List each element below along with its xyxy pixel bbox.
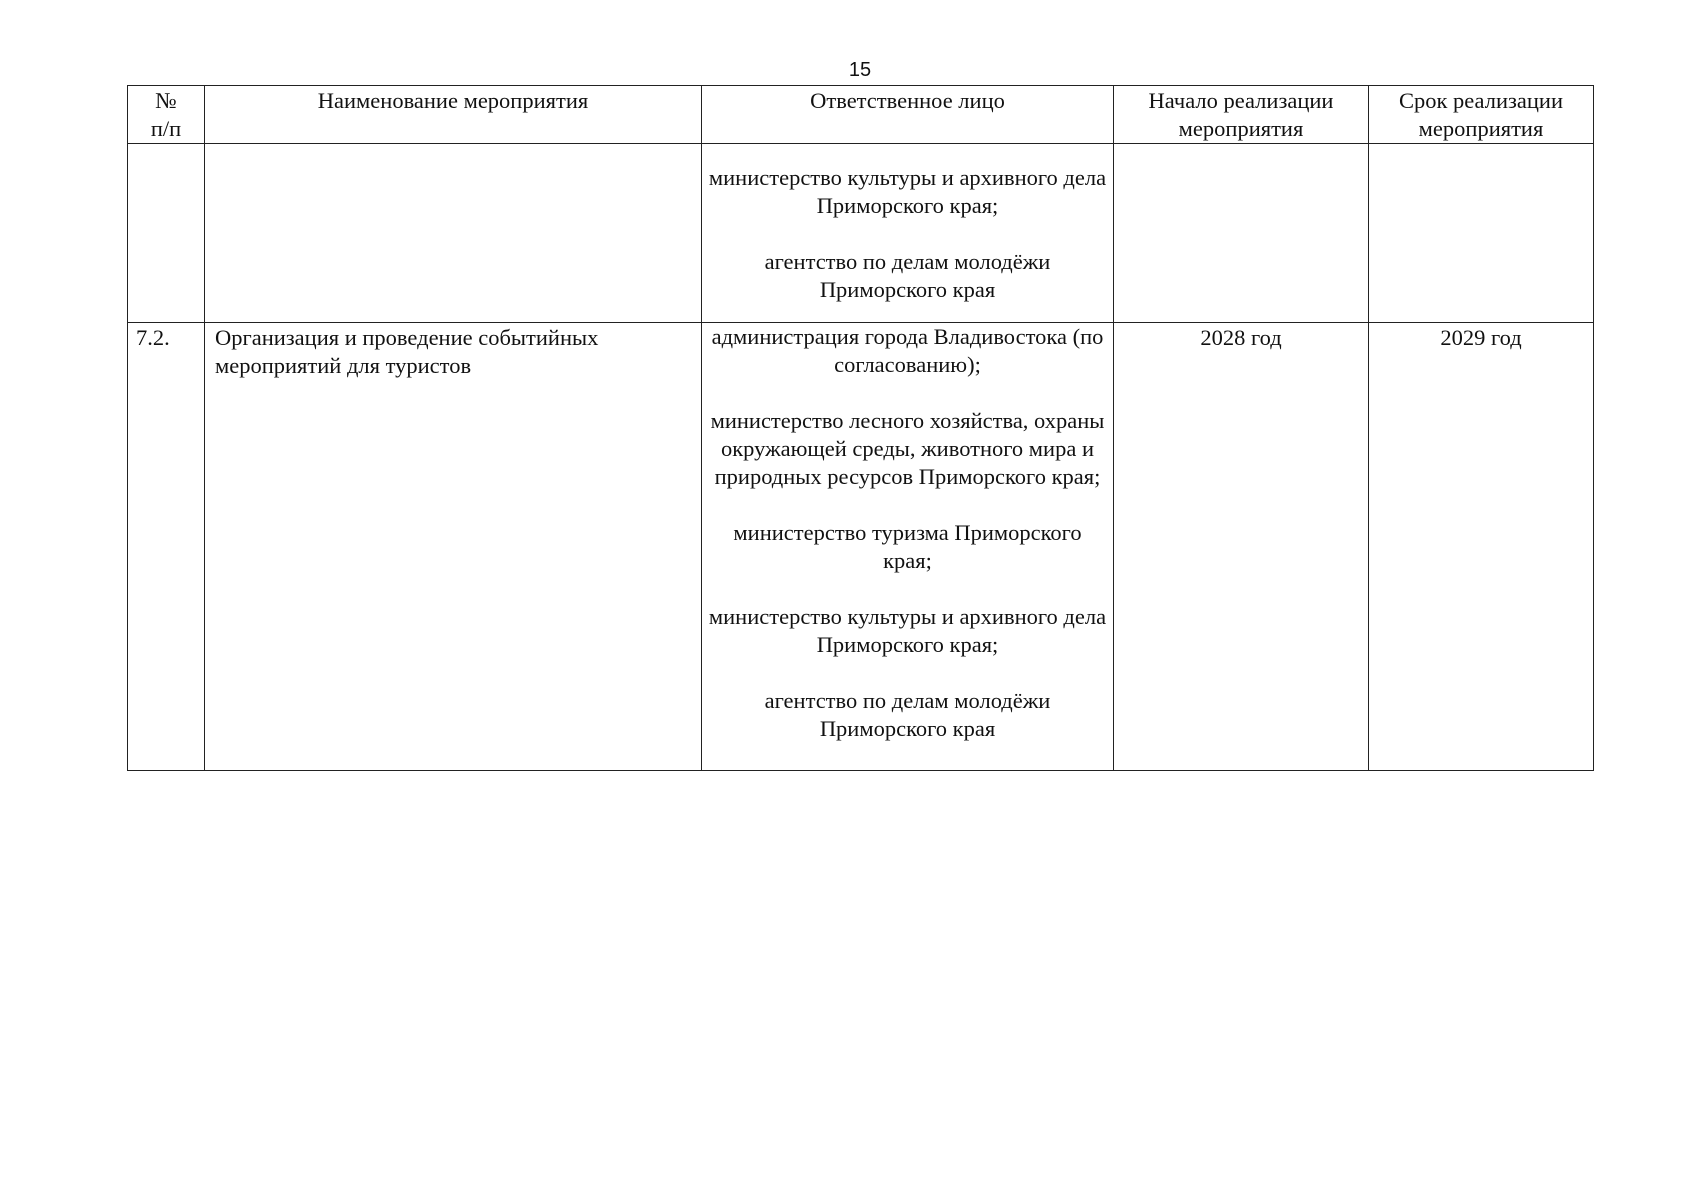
table-header — [128, 86, 1594, 144]
responsible-entity: министерство культуры и архивного дела Приморского края; — [708, 604, 1107, 657]
measures-table — [127, 85, 1594, 771]
responsible-entity: министерство лесного хозяйства, охраны окружающей среды, животного мира и природных ресурсов Приморского края; — [710, 408, 1105, 489]
page-number: 15 — [848, 59, 872, 81]
row-number: 7.2. — [128, 323, 205, 771]
start-year: 2028 год — [1114, 323, 1369, 771]
header-start: Начало реализации мероприятия — [1114, 86, 1369, 144]
responsible-entity: министерство туризма Приморского края; — [733, 520, 1082, 573]
header-end: Срок реализации мероприятия — [1369, 86, 1594, 144]
row-number — [128, 144, 205, 323]
responsible-cell — [702, 323, 1114, 771]
header-responsible: Ответственное лицо — [702, 86, 1114, 144]
measure-name: Организация и проведение событийных мероприятий для туристов — [205, 323, 702, 771]
responsible-entity: агентство по делам молодёжи Приморского края — [764, 688, 1051, 741]
table-row — [128, 323, 1594, 771]
measure-name — [205, 144, 702, 323]
responsible-cell — [702, 144, 1114, 323]
end-year — [1369, 144, 1594, 323]
start-year — [1114, 144, 1369, 323]
table-row — [128, 144, 1594, 323]
header-measure-name: Наименование мероприятия — [205, 86, 702, 144]
end-year: 2029 год — [1369, 323, 1594, 771]
header-row — [128, 86, 1594, 144]
header-number: № п/п — [128, 86, 205, 144]
responsible-entity: администрация города Владивостока (по согласованию); — [711, 324, 1104, 377]
responsible-entity: министерство культуры и архивного дела Приморского края; — [708, 165, 1107, 218]
responsible-entity: агентство по делам молодёжи Приморского края — [764, 249, 1051, 302]
